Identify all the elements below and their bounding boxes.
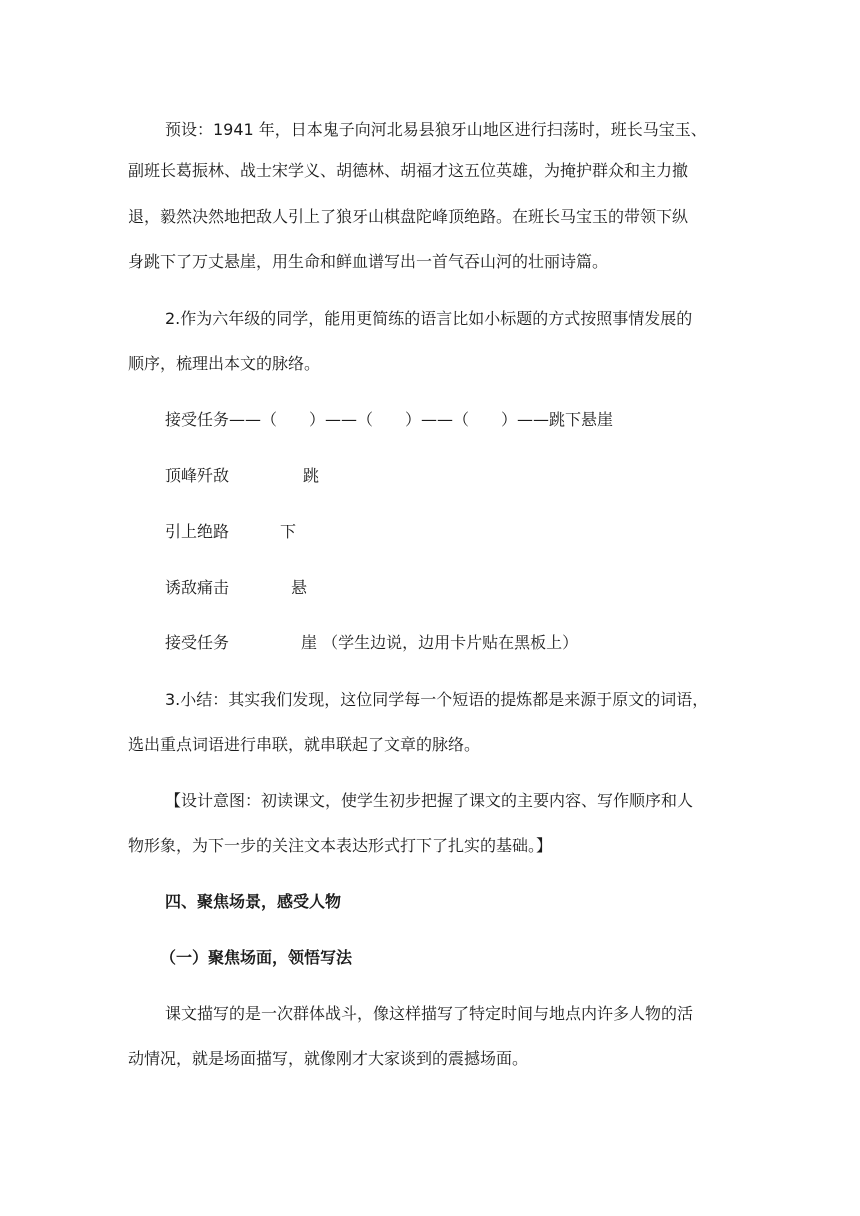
paragraph-line: 课文描写的是一次群体战斗，像这样描写了特定时间与地点内许多人物的活 — [165, 1004, 694, 1023]
paragraph-line: 选出重点词语进行串联，就串联起了文章的脉络。 — [128, 735, 481, 754]
outline-char: 崖 （学生边说，边用卡片贴在黑板上） — [301, 633, 579, 652]
paragraph-line: 3.小结：其实我们发现，这位同学每一个短语的提炼都是来源于原文的词语， — [165, 690, 709, 709]
design-intent-line: 物形象，为下一步的关注文本表达形式打下了扎实的基础。】 — [128, 836, 553, 855]
outline-subheading: 顶峰歼敌 — [165, 466, 230, 485]
outline-char: 下 — [280, 522, 297, 541]
design-intent-line: 【设计意图：初读课文，使学生初步把握了课文的主要内容、写作顺序和人 — [165, 791, 694, 810]
outline-char: 悬 — [291, 578, 308, 597]
outline-subheading: 诱敌痛击 — [165, 578, 230, 597]
paragraph-line: 副班长葛振林、战士宋学义、胡德林、胡福才这五位英雄，为掩护群众和主力撤 — [128, 161, 689, 180]
outline-flow: 接受任务——（ ）——（ ）——（ ）——跳下悬崖 — [165, 410, 614, 429]
paragraph-line: 顺序，梳理出本文的脉络。 — [128, 354, 321, 373]
outline-subheading: 接受任务 — [165, 633, 230, 652]
outline-subheading: 引上绝路 — [165, 522, 230, 541]
section-heading: 四、聚焦场景，感受人物 — [165, 892, 342, 911]
paragraph-line: 2.作为六年级的同学，能用更简练的语言比如小标题的方式按照事情发展的 — [165, 309, 693, 328]
outline-char: 跳 — [303, 466, 320, 485]
paragraph-line: 退，毅然决然地把敌人引上了狼牙山棋盘陀峰顶绝路。在班长马宝玉的带领下纵 — [128, 207, 689, 226]
paragraph-line: 动情况，就是场面描写，就像刚才大家谈到的震撼场面。 — [128, 1049, 529, 1068]
paragraph-line: 预设：1941 年，日本鬼子向河北易县狼牙山地区进行扫荡时，班长马宝玉、 — [165, 120, 707, 139]
subsection-heading: （一）聚焦场面，领悟写法 — [160, 948, 353, 967]
paragraph-line: 身跳下了万丈悬崖，用生命和鲜血谱写出一首气吞山河的壮丽诗篇。 — [128, 252, 609, 271]
